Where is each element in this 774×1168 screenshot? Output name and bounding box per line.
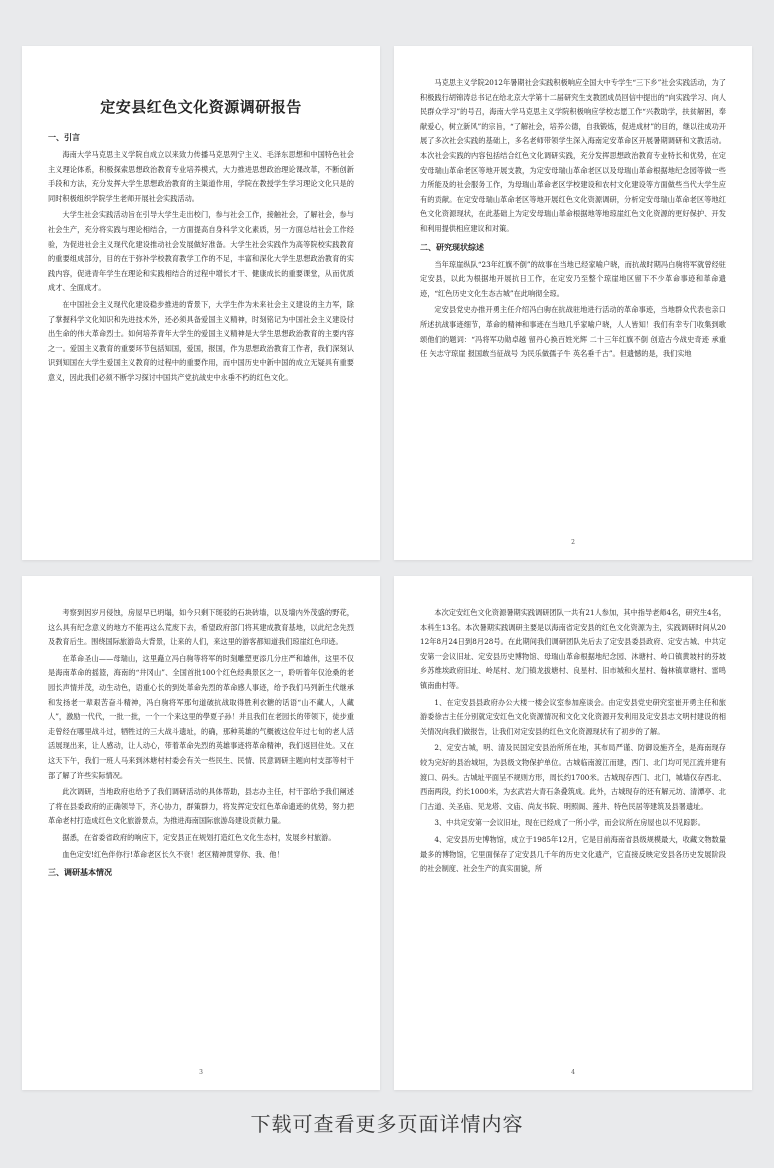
paragraph: 在中国社会主义现代化建设稳步推进的背景下，大学生作为未来社会主义建设的主力军，除了掌握科学文化知识和先进技术外，还必须具备爱国主义精神，时刻铭记为中国社会主义建设付出生命的伟大革命烈士。如何培养青年大学生的爱国主义精神是大学生思想政治教育的主要内容之一。爱国主义教育的重要环节包括知国，爱国，报国，作为思想政治教育工作者，我们深刻认识到知国在大学生爱国主义教育的过程中的重要作用，而中国历史中新中国的成立无疑具有重要意义，因此我们必须不断学习探讨中国共产党抗战史中永垂不朽的红色文化。 <box>48 299 354 382</box>
document-page-2 <box>394 46 752 560</box>
paragraph: 1、在定安县县政府办公大楼一楼会议室参加座谈会。由定安县党史研究室崔开勇主任和旅游委徐吉主任分别就定安红色文化资源情况和文化文化资源开发利用及定安县志文明村建设的相关情况向我们做报告，让我们对定安县的红色文化资源现状有了初步的了解。 <box>420 697 726 736</box>
page-number: 2 <box>571 539 575 546</box>
paragraph: 血色定安!红色伴你行!革命老区长久不衰！老区精神贯穿你、我、他！ <box>62 849 284 859</box>
section-heading-introduction: 一、引言 <box>48 133 80 142</box>
paragraph: 据悉，在省委省政府的响应下，定安县正在规划打造红色文化生态村，发展乡村旅游。 <box>62 832 336 842</box>
paragraph: 2、定安古城，明、清及民国定安县治所所在地，其布局严谨、防御设施齐全，是海南现存较为完好的县治城垣，为县级文物保护单位。古城临南渡江而建，西门、北门均可见江流并建有渡口、码头。古城址平面呈不规则方形，周长约1700米。古城现存西门、北门，城墙仅存西北、西南两段，约长1000米，为玄武岩大青石条叠筑成。此外，古城现存的还有解元坊、清潭亭、北门古道、关圣庙、见龙塔、文庙、尚友书院、明照阁、莲井、特色民居等建筑及县署遗址。 <box>420 743 726 811</box>
paragraph: 当年琼崖纵队“23年红旗不倒”的故事在当地已经家喻户晓，而抗战时期冯白驹将军就曾经驻定安县，以此为根据地开展抗日工作，在定安乃至整个琼崖地区留下不少革命事迹和革命遗迹，“红色历史文化生态古城”在此响彻全琼。 <box>420 259 726 298</box>
document-page-1 <box>22 46 380 560</box>
paragraph: 海南大学马克思主义学院自成立以来致力传播马克思列宁主义、毛泽东思想和中国特色社会主义理论体系，积极探索思想政治教育专业培养模式，大力推进思想政治理论课改革，不断创新手段和方法，充分发挥大学生思想政治教育的主渠道作用，学院在教授学生学习理论文化只是的同时积极组织学院学生老师开展社会实践活动。 <box>48 150 354 203</box>
download-more-caption: 下载可查看更多页面详情内容 <box>250 1112 524 1136</box>
paragraph: 定安县党史办推开勇主任介绍冯白驹在抗战驻地进行活动的革命事迹，当地群众代表也亲口所述抗战事迹细节，革命的精神和事迹在当地几乎家喻户晓，人人皆知！我们有幸专门收集到歌颂他们的题词：“冯将军功勋卓越 留丹心换百姓光辉 二十三年红旗不倒 创造古今战史奇迹 承重任 矢志守琼崖 报国敢当征战号 为民乐做孺子牛 英名垂千古”。但遗憾的是，我们实地 <box>420 305 726 359</box>
paragraph: 考察到因岁月侵蚀，房屋早已坍塌，如今只剩下斑驳的石块砖墙，以及墙内外茂盛的野花，这么具有纪念意义的地方不能再这么荒废下去，希望政府部门将其建成教育基地，以此纪念先烈及教育后生。围绕国际旅游岛大背景，让来的人们，来这里的游客都知道我们琼崖红色印迹。 <box>48 608 354 647</box>
paragraph: 3、中共定安第一会议旧址，现在已经成了一所小学，而会议所在房屋也以不见踪影。 <box>434 818 705 828</box>
section-heading-research-review: 二、研究现状综述 <box>420 242 484 252</box>
paragraph: 4、定安县历史博物馆，成立于1985年12月，它是目前海南省县级规模最大，收藏文物数量最多的博物馆，它里面保存了定安县几千年的历史文化遗产，它直接反映定安县各历史发展阶段的社会制度、社会生产的真实面貌，所 <box>420 834 726 874</box>
paragraph: 大学生社会实践活动旨在引导大学生走出校门，参与社会工作，接触社会，了解社会，参与社会生产，充分将实践与理论相结合，一方面提高自身科学文化素质，另一方面总结社会工作经验，为促进社会主义现代化建设推动社会发展做好准备。大学生社会实践作为高等院校实践教育的重要组成部分，目的在于弥补学校教育教学工作的不足，丰富和深化大学生思想政治教育的实践内容，促进青年学生在理论和实践相结合的过程中增长才干、健康成长的重要课堂，从而优质成才、全面成才。 <box>48 210 354 293</box>
document-page-3 <box>22 576 380 1090</box>
paragraph: 在革命圣山——母瑞山，这里矗立冯白驹等将军的时刻雕塑更添几分庄严和雄伟，这里不仅是海南革命的摇篮，海南的“井冈山”、全国首批100个红色经典景区之一，聆听着年仅沧桑的老园长声情并茂，动生动色，语重心长的到处革命先烈的革命感人事迹，给予我们马列新生代继承和发扬老一辈艰苦奋斗精神，冯白驹将军那句道破抗战取得胜利衣糖的话语“山不藏人，人藏人”，激励一代代，一批一批，一个一个来这里的學夏子孙！并且我们在老园长的带领下，徒步重走曾经在哪里战斗过，牺牲过的三大战斗遗址，的确，那种英雄的气概被这位年过七旬的老人活活展现出来，让人感动，让人动心，带着革命先烈的英雄事迹将革命精神，我们返回住处。又在这天下午，我们一班人马来到沐塘村村委会有关一些民生、民情、民意调研主题向村支部等村干部了解了许些实际情况。 <box>48 653 354 780</box>
document-title: 定安县红色文化资源调研报告 <box>100 98 302 116</box>
paragraph: 此次调研，当地政府也给予了我们调研活动的具体帮助，县志办主任，村干部给予我们阐述了将在县委政府的正确领导下，齐心协力，群策群力，将发挥定安红色革命遗迹的优势，努力把革命老村打造成红色文化旅游景点，为推进海南国际旅游岛建设贡献力量。 <box>48 787 354 826</box>
page-number: 3 <box>199 1069 203 1076</box>
document-page-4 <box>394 576 752 1090</box>
paragraph: 马克思主义学院2012年暑期社会实践积极响应全国大中专学生“三下乡”社会实践活动，为了积极践行胡锦涛总书记在给北京大学第十二届研究生支教团成员回信中提出的“向实践学习、向人民群众学习”的号召，海南大学马克思主义学院积极响应学校志愿工作“兴教助学，扶贫解困，奉献爱心，树立新风”的宗旨，“了解社会，培养公德，自我锻炼，促进成材”的目的，继以往成功开展了多次社会实践的基础上，多名老师带领学生深入海南定安革命区开展暑期调研和文教活动。本次社会实践的内容包括结合红色文化调研实践，充分发挥思想政治教育专业特长和优势，在定安母瑞山革命老区等地开展支教，为定安母瑞山革命老区以及母瑞山革命根据地纪念园等做一些力所能及的社会服务工作，为母瑞山革命老区学校建设和农村文化建设等方面做些当代大学生应有的贡献。在定安母瑞山革命老区等地开展红色文化资源调研，分析定安母瑞山革命老区等地红色文化资源现状，在此基础上为定安母瑞山革命根据地等地琼崖红色文化资源的更好保护、开发和利用提供相应建议和对策。 <box>420 78 726 233</box>
page-number: 4 <box>571 1069 575 1076</box>
paragraph: 本次定安红色文化资源暑期实践调研团队一共有21人参加，其中指导老师4名，研究生4名，本科生13名。本次暑期实践调研主要是以海南省定安县的红色文化资源为主，实践调研时间从2012年8月24日到8月28号。在此期间我们调研团队先后去了定安县委县政府、定安古城、中共定安第一会议旧址、定安县历史博物馆、母瑞山革命根据地纪念园、沐塘村、岭口镇黄坡村的芬坡乡苏维埃政府旧址、岭尾村、龙门镇龙拔塘村、良星村、旧市城和火星村、翰林镇章塘村、雷鸣镇南曲村等。 <box>420 608 726 690</box>
section-heading-basic-situation: 三、调研基本情况 <box>48 868 112 878</box>
